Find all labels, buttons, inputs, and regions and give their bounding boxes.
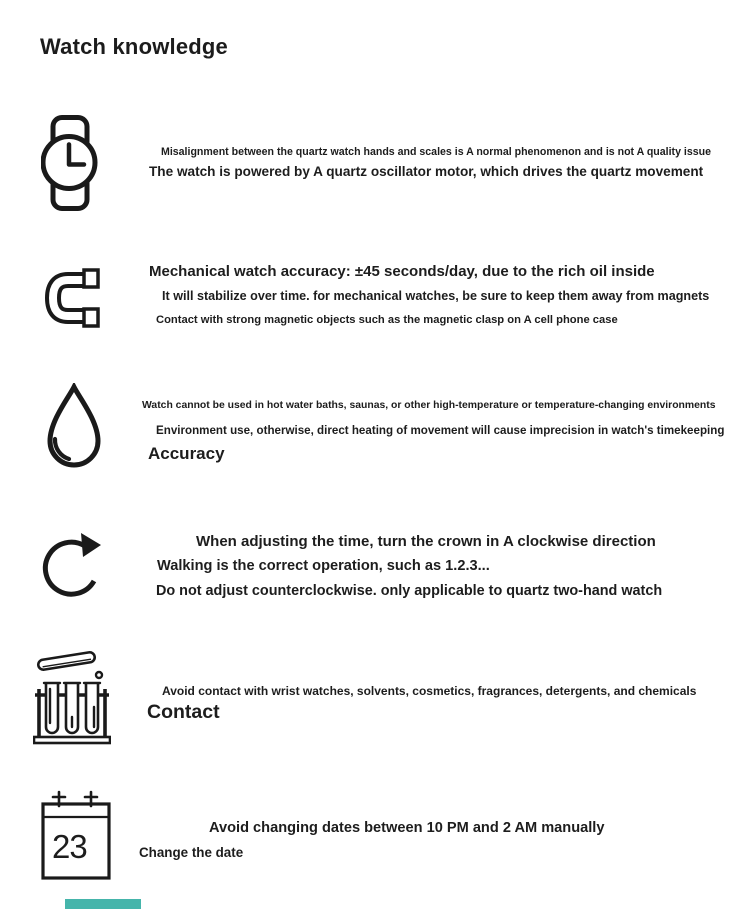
magnetism-note-tertiary: Contact with strong magnetic objects such as the magnetic clasp on A cell phone case <box>156 314 618 326</box>
quartz-note-primary: The watch is powered by A quartz oscillator motor, which drives the quartz movement <box>149 164 704 179</box>
magnetism-note-secondary: It will stabilize over time. for mechanical watches, be sure to keep them away from magnets <box>162 289 710 303</box>
temperature-note-secondary: Watch cannot be used in hot water baths, saunas, or other high-temperature or temperature-changing environments <box>142 400 716 411</box>
quartz-note-secondary: Misalignment between the quartz watch hands and scales is A normal phenomenon and is not A quality issue <box>161 146 711 158</box>
adjust-note-3: Do not adjust counterclockwise. only applicable to quartz two-hand watch <box>156 583 663 599</box>
accent-bar <box>65 899 141 909</box>
clockwise-rotation-icon <box>40 524 108 606</box>
adjust-note-1: When adjusting the time, turn the crown in A clockwise direction <box>196 533 656 550</box>
magnetism-note-primary: Mechanical watch accuracy: ±45 seconds/day, due to the rich oil inside <box>149 263 655 280</box>
date-note-secondary: Change the date <box>139 845 244 860</box>
adjust-note-2: Walking is the correct operation, such as 1.2.3... <box>157 558 490 574</box>
date-note-primary: Avoid changing dates between 10 PM and 2 AM manually <box>209 820 605 836</box>
temperature-note-primary: Environment use, otherwise, direct heating of movement will cause imprecision in watch's timekeeping <box>156 424 725 437</box>
test-tubes-icon <box>33 647 111 745</box>
calendar-day-number: 23 <box>52 828 87 865</box>
water-drop-icon <box>42 383 106 473</box>
magnet-icon <box>40 266 104 330</box>
page-title: Watch knowledge <box>40 34 228 59</box>
wristwatch-icon <box>41 114 99 212</box>
contact-heading: Contact <box>147 701 220 723</box>
accuracy-heading: Accuracy <box>148 444 225 463</box>
chemical-note: Avoid contact with wrist watches, solvents, cosmetics, fragrances, detergents, and chemicals <box>162 684 697 698</box>
